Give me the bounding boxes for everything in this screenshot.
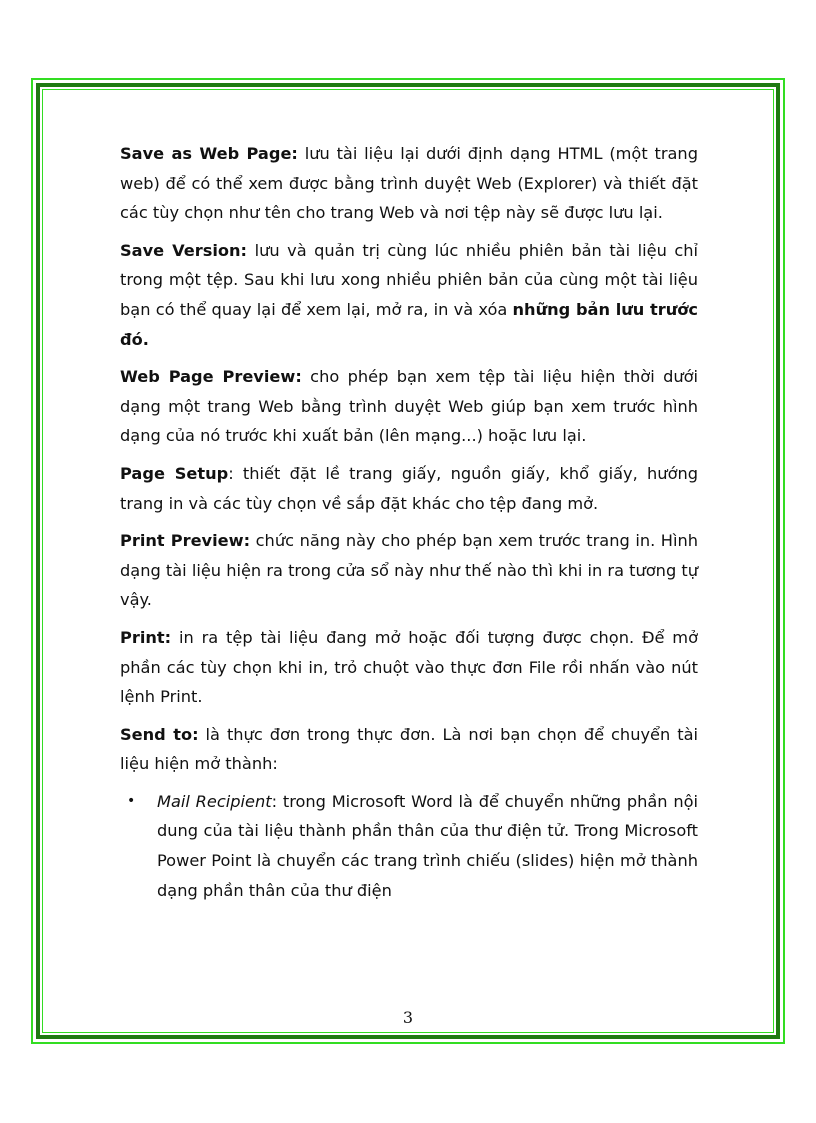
- paragraph-save-as-web-page: [120, 139, 698, 228]
- term-print-preview: Print Preview:: [120, 531, 251, 551]
- page-number: 3: [402, 1008, 414, 1027]
- term-mail-recipient: Mail Recipient: [157, 791, 272, 811]
- desc-save-as-web-page: lưu tài liệu lại dưới định dạng HTML (một trang web) để có thể xem được bằng trình duyệt Web (Explorer) và thiết đặt các tùy chọn như tên cho trang Web và nơi tệp này sẽ được lưu lại.: [120, 144, 698, 223]
- desc-send-to: là thực đơn trong thực đơn. Là nơi bạn chọn để chuyển tài liệu hiện mở thành:: [120, 724, 698, 774]
- desc-print: in ra tệp tài liệu đang mở hoặc đối tượng được chọn. Để mở phần các tùy chọn khi in, trỏ chuột vào thực đơn File rồi nhấn vào nút lệnh Print.: [120, 627, 698, 707]
- term-print: Print:: [120, 627, 172, 647]
- desc-save-version: lưu và quản trị cùng lúc nhiều phiên bản tài liệu chỉ trong một tệp. Sau khi lưu xong nhiều phiên bản của cùng một tài liệu bạn có thể quay lại để xem lại, mở ra, in và xóa: [120, 240, 699, 319]
- paragraph-page-setup: [120, 459, 698, 518]
- paragraph-web-page-preview: [120, 362, 698, 451]
- list-item-mail-recipient: [127, 787, 698, 905]
- term-save-as-web-page: Save as Web Page:: [120, 144, 298, 163]
- paragraph-send-to: [120, 720, 698, 779]
- desc-page-setup: : thiết đặt lề trang giấy, nguồn giấy, khổ giấy, hướng trang in và các tùy chọn về sắp đặt khác cho tệp đang mở.: [120, 463, 699, 513]
- paragraph-save-version: [120, 236, 698, 354]
- paragraph-print: [120, 623, 698, 712]
- term-send-to: Send to:: [120, 724, 199, 744]
- desc-web-page-preview: cho phép bạn xem tệp tài liệu hiện thời dưới dạng một trang Web bằng trình duyệt Web giúp bạn xem trước hình dạng của nó trước khi xuất bản (lên mạng...) hoặc lưu lại.: [120, 367, 699, 446]
- document-body: [120, 139, 698, 905]
- desc-print-preview: chức năng này cho phép bạn xem trước trang in. Hình dạng tài liệu hiện ra trong cửa sổ này như thế nào thì khi in ra tương tự vậy.: [120, 531, 698, 610]
- paragraph-print-preview: [120, 526, 698, 615]
- bullet-icon: •: [127, 792, 136, 809]
- term-save-version: Save Version:: [120, 240, 248, 260]
- desc-mail-recipient: : trong Microsoft Word là để chuyển những phần nội dung của tài liệu thành phần thân của thư điện tử. Trong Microsoft Power Point là chuyển các trang trình chiếu (slides) hiện mở thành dạng phần thân của thư điện: [157, 791, 698, 900]
- term-page-setup: Page Setup: [120, 463, 229, 483]
- send-to-options-list: [120, 787, 698, 905]
- desc-save-version-bold-tail: những bản lưu trước đó.: [120, 299, 698, 349]
- term-web-page-preview: Web Page Preview:: [120, 367, 302, 387]
